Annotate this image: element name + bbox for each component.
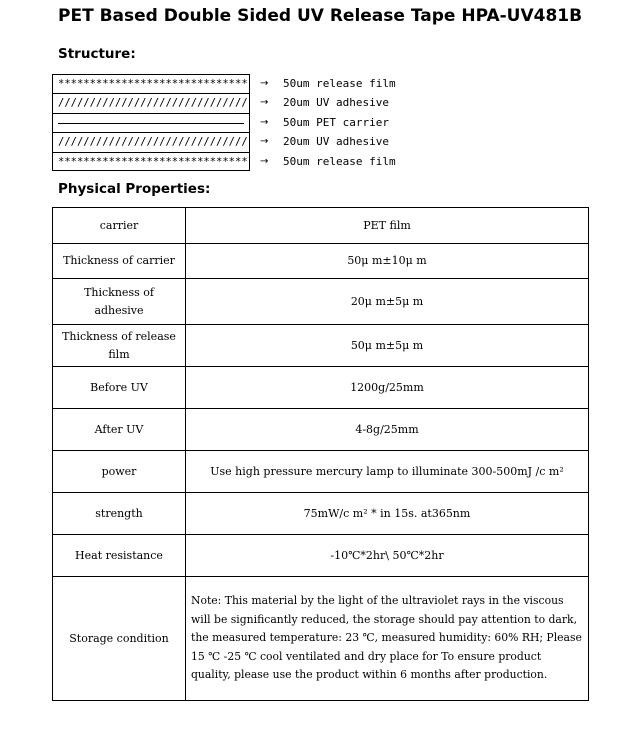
layer-description: 50um release film xyxy=(283,77,396,90)
property-label: Storage condition xyxy=(53,577,186,701)
property-label: Thickness of carrier xyxy=(53,244,186,279)
physical-properties-table xyxy=(52,207,589,701)
right-arrow-icon: → xyxy=(260,78,269,89)
property-label: After UV xyxy=(53,409,186,451)
table-row xyxy=(53,325,589,367)
table-row xyxy=(53,535,589,577)
property-value: 50μ m±5μ m xyxy=(186,325,589,367)
carrier-line xyxy=(58,123,244,124)
property-label: carrier xyxy=(53,208,186,244)
property-value: 50μ m±10μ m xyxy=(186,244,589,279)
table-row xyxy=(53,244,589,279)
property-label: power xyxy=(53,451,186,493)
property-value: PET film xyxy=(186,208,589,244)
table-row xyxy=(53,493,589,535)
layer-pattern: ****************************** xyxy=(52,152,250,171)
right-arrow-icon: → xyxy=(260,116,269,128)
table-row xyxy=(53,577,589,701)
property-value: Note: This material by the light of the ultraviolet rays in the viscous will be significantly reduced, the storage should pay attention to dark, the measured temperature: 23 ℃, measured humidity: 60% RH; Please 15 ℃ -25 ℃ cool ventilated and dry place for To ensure product quality, please use the product within 6 months after production. xyxy=(186,577,589,701)
table-row xyxy=(53,208,589,244)
structure-heading: Structure: xyxy=(58,46,136,62)
layer-pattern: ////////////////////////////// xyxy=(52,93,250,112)
table-row xyxy=(53,451,589,493)
layer-description: 50um PET carrier xyxy=(283,115,389,129)
property-value: 20μ m±5μ m xyxy=(186,279,589,325)
layer-description: 20um UV adhesive xyxy=(283,135,389,149)
table-row xyxy=(53,367,589,409)
layer-pattern: ****************************** xyxy=(52,74,250,93)
layer-pattern xyxy=(52,113,250,132)
table-row xyxy=(53,409,589,451)
layer-pattern: ////////////////////////////// xyxy=(52,132,250,151)
property-label: Thickness of adhesive xyxy=(53,279,186,325)
property-label: Heat resistance xyxy=(53,535,186,577)
page-title: PET Based Double Sided UV Release Tape HPA-UV481B xyxy=(58,6,583,26)
property-label: Thickness of release film xyxy=(53,325,186,367)
property-label: strength xyxy=(53,493,186,535)
property-value: 75mW/c m² * in 15s. at365nm xyxy=(186,493,589,535)
right-arrow-icon: → xyxy=(260,136,269,148)
property-value: 1200g/25mm xyxy=(186,367,589,409)
physical-properties-heading: Physical Properties: xyxy=(58,181,211,197)
layer-description: 20um UV adhesive xyxy=(283,96,389,110)
right-arrow-icon: → xyxy=(260,97,269,109)
right-arrow-icon: → xyxy=(260,155,269,167)
property-label: Before UV xyxy=(53,367,186,409)
table-row xyxy=(53,279,589,325)
property-value: -10℃*2hr\ 50℃*2hr xyxy=(186,535,589,577)
property-value: 4-8g/25mm xyxy=(186,409,589,451)
property-value: Use high pressure mercury lamp to illuminate 300-500mJ /c m² xyxy=(186,451,589,493)
layer-description: 50um release film xyxy=(283,154,396,168)
